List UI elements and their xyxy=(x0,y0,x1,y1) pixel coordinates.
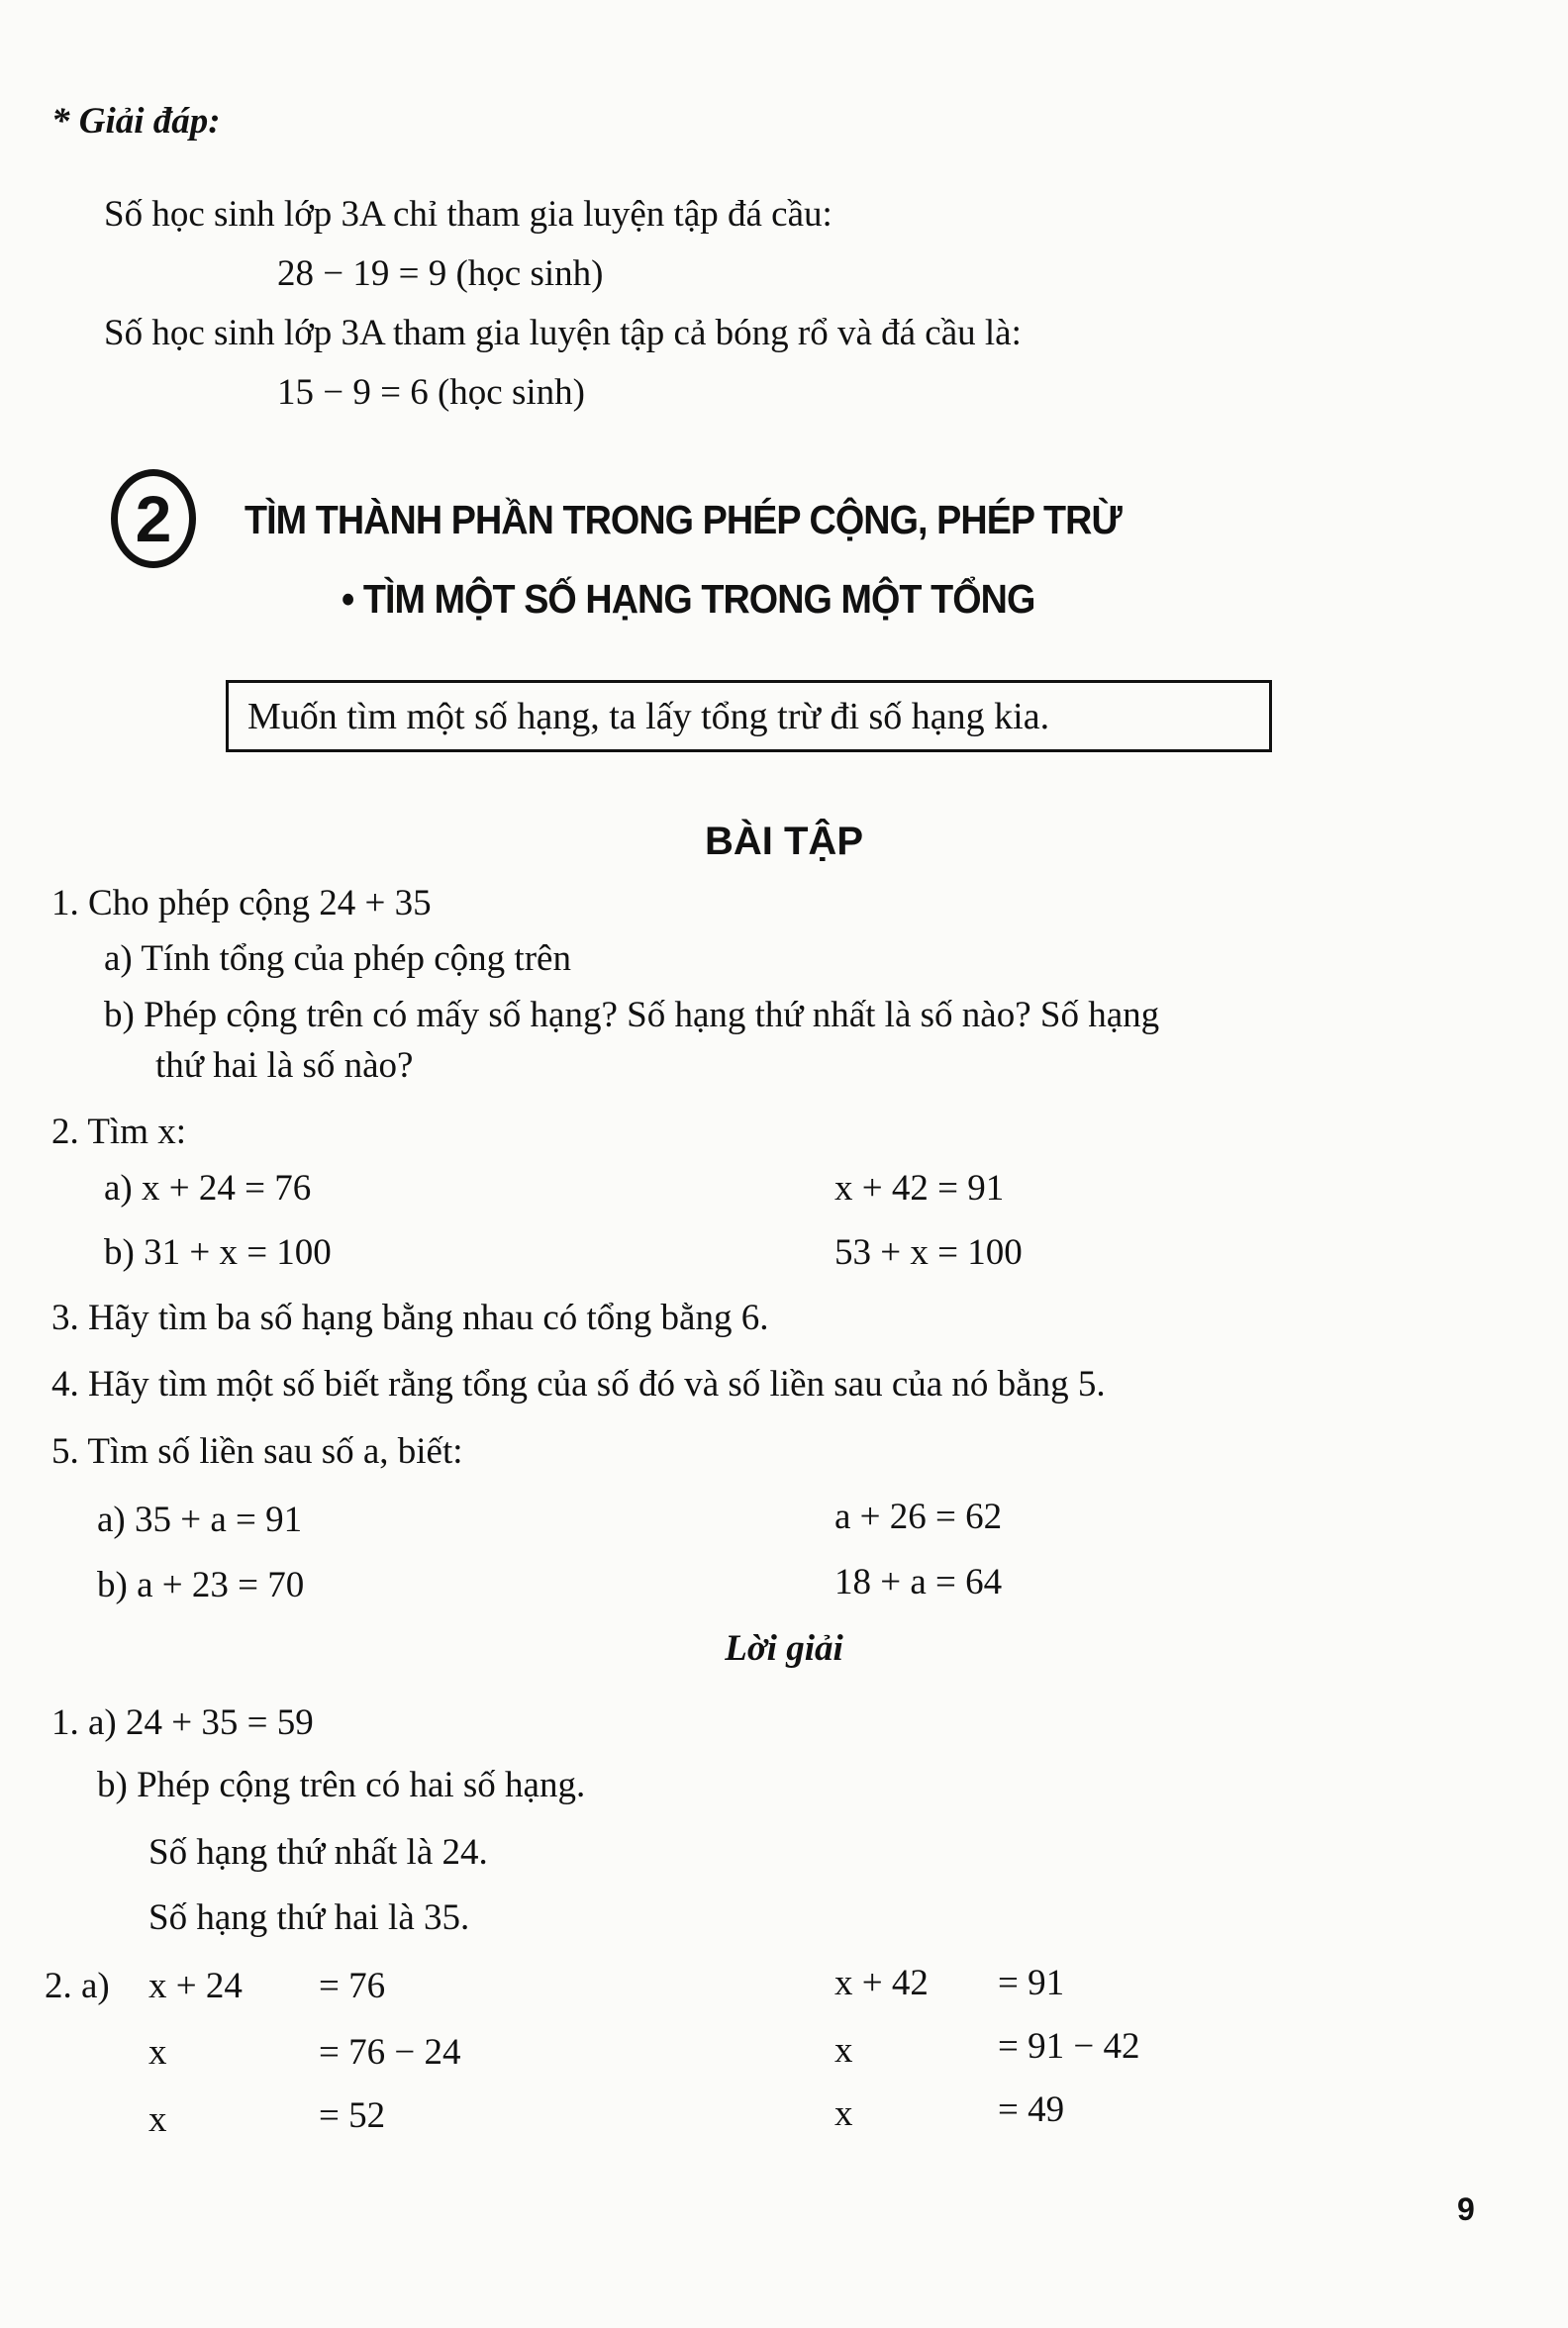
answer-line: Số học sinh lớp 3A tham gia luyện tập cả bóng rổ và đá cầu là: xyxy=(104,313,1022,353)
exercises-heading: BÀI TẬP xyxy=(705,820,863,863)
equation-lhs: x xyxy=(148,2032,167,2073)
exercise-item: b) 31 + x = 100 xyxy=(104,1232,332,1273)
equation-lhs: x xyxy=(834,2030,853,2071)
rule-text: Muốn tìm một số hạng, ta lấy tổng trừ đi số hạng kia. xyxy=(247,696,1050,737)
answer-heading: * Giải đáp: xyxy=(51,101,221,142)
equation-lhs: x xyxy=(834,2093,853,2134)
equation-lhs: x + 24 xyxy=(148,1966,243,2006)
solutions-heading: Lời giải xyxy=(725,1628,843,1669)
solution-line: b) Phép cộng trên có hai số hạng. xyxy=(97,1765,586,1805)
equation-rhs: = 76 − 24 xyxy=(319,2032,461,2073)
equation-rhs: = 49 xyxy=(998,2089,1065,2130)
section-title: TÌM THÀNH PHẦN TRONG PHÉP CỘNG, PHÉP TRỪ xyxy=(245,497,1122,542)
exercise-item: 18 + a = 64 xyxy=(834,1562,1003,1602)
exercise-item: a + 26 = 62 xyxy=(834,1497,1003,1537)
answer-line: Số học sinh lớp 3A chỉ tham gia luyện tập đá cầu: xyxy=(104,194,833,235)
exercise-item: x + 42 = 91 xyxy=(834,1168,1005,1209)
solution-label: 2. a) xyxy=(45,1966,110,2006)
section-number-badge: 2 xyxy=(111,469,196,568)
exercise-item: 2. Tìm x: xyxy=(51,1112,187,1152)
exercise-item: 3. Hãy tìm ba số hạng bằng nhau có tổng bằng 6. xyxy=(51,1298,769,1338)
exercise-item: 5. Tìm số liền sau số a, biết: xyxy=(51,1431,463,1472)
solution-line: Số hạng thứ hai là 35. xyxy=(148,1897,470,1938)
equation-rhs: = 91 xyxy=(998,1963,1065,2003)
exercise-item: 53 + x = 100 xyxy=(834,1232,1023,1273)
solution-line: Số hạng thứ nhất là 24. xyxy=(148,1832,488,1873)
equation-rhs: = 52 xyxy=(319,2095,386,2136)
equation-lhs: x + 42 xyxy=(834,1963,929,2003)
exercise-item: 1. Cho phép cộng 24 + 35 xyxy=(51,883,432,923)
section-subtitle: • TÌM MỘT SỐ HẠNG TRONG MỘT TỔNG xyxy=(342,576,1035,622)
exercise-item: b) a + 23 = 70 xyxy=(97,1565,305,1605)
exercise-item: a) x + 24 = 76 xyxy=(104,1168,312,1209)
equation-rhs: = 91 − 42 xyxy=(998,2026,1140,2067)
solution-line: 1. a) 24 + 35 = 59 xyxy=(51,1702,314,1743)
exercise-item: thứ hai là số nào? xyxy=(155,1045,414,1086)
exercise-item: a) Tính tổng của phép cộng trên xyxy=(104,938,571,979)
exercise-item: 4. Hãy tìm một số biết rằng tổng của số đó và số liền sau của nó bằng 5. xyxy=(51,1364,1106,1405)
page-number: 9 xyxy=(1457,2191,1475,2227)
exercise-item: b) Phép cộng trên có mấy số hạng? Số hạng thứ nhất là số nào? Số hạng xyxy=(104,995,1160,1035)
answer-calc: 15 − 9 = 6 (học sinh) xyxy=(277,372,585,413)
equation-lhs: x xyxy=(148,2099,167,2140)
exercise-item: a) 35 + a = 91 xyxy=(97,1500,303,1540)
equation-rhs: = 76 xyxy=(319,1966,386,2006)
answer-calc: 28 − 19 = 9 (học sinh) xyxy=(277,253,604,294)
